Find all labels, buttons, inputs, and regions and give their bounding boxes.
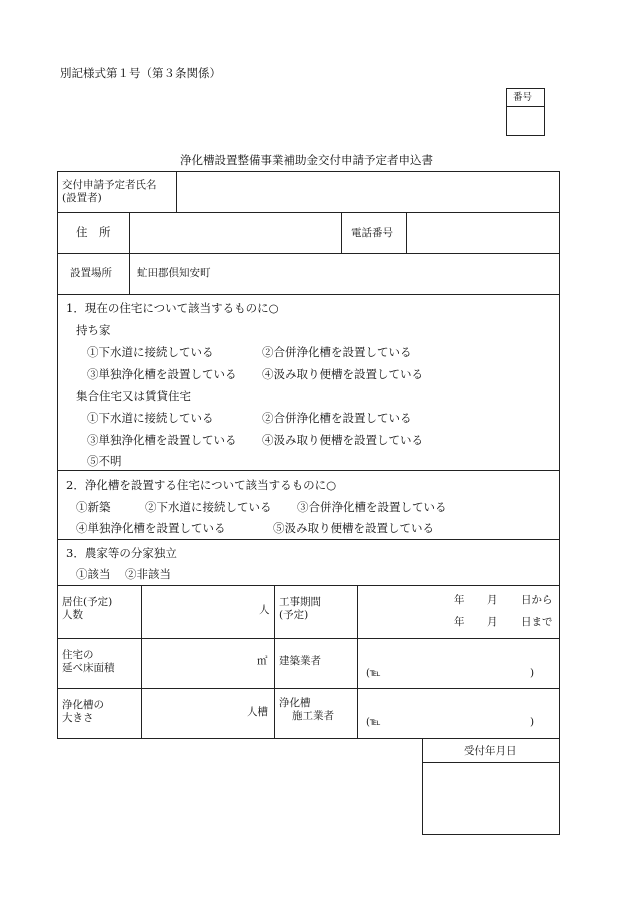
applicant-name-label: 交付申請予定者氏名 (設置者) — [62, 179, 157, 205]
rental-option-1[interactable]: ①下水道に接続している — [87, 411, 214, 425]
rental-option-4[interactable]: ④汲み取り便槽を設置している — [262, 433, 423, 447]
own-option-2[interactable]: ②合併浄化槽を設置している — [262, 345, 412, 359]
own-option-4[interactable]: ④汲み取り便槽を設置している — [262, 367, 423, 381]
form-reference: 別記様式第１号（第３条関係） — [60, 66, 221, 80]
builder-tel-close: ) — [530, 667, 535, 679]
section3-heading: 3．農家等の分家独立 — [66, 546, 177, 560]
phone-label: 電話番号 — [351, 227, 393, 239]
installer-field[interactable] — [358, 689, 559, 738]
builder-field[interactable] — [358, 639, 559, 688]
floor-area-field[interactable] — [142, 639, 274, 688]
floor-area-label: 住宅の 延べ床面積 — [62, 649, 115, 675]
builder-tel-open: (℡ — [366, 668, 381, 679]
builder-label: 建築業者 — [279, 655, 321, 667]
installer-tel-close: ) — [530, 716, 535, 728]
number-label: 番号 — [513, 92, 533, 103]
section2-heading: 2．浄化槽を設置する住宅について該当するものに○ — [66, 478, 337, 492]
rental-option-5[interactable]: ⑤不明 — [87, 454, 122, 468]
section2-option-4[interactable]: ④単独浄化槽を設置している — [76, 521, 226, 535]
section2-option-1[interactable]: ①新築 — [76, 500, 111, 514]
construction-period-field[interactable] — [358, 586, 559, 638]
start-day-label: 日から — [521, 594, 553, 606]
receipt-date-label: 受付年月日 — [464, 745, 517, 757]
section2-option-5[interactable]: ⑤汲み取り便槽を設置している — [273, 521, 434, 535]
own-house-label: 持ち家 — [76, 323, 111, 337]
residents-label: 居住(予定) 人数 — [62, 596, 113, 622]
address-field[interactable] — [130, 213, 341, 253]
floor-area-unit: ㎡ — [257, 655, 268, 667]
end-year-label: 年 — [454, 616, 465, 628]
form-title: 浄化槽設置整備事業補助金交付申請予定者申込書 — [180, 153, 433, 167]
phone-field[interactable] — [407, 213, 559, 253]
rental-label: 集合住宅又は賃貸住宅 — [76, 389, 191, 403]
site-label: 設置場所 — [70, 267, 112, 279]
end-day-label: 日まで — [521, 616, 553, 628]
start-month-label: 月 — [487, 594, 498, 606]
applicant-name-field[interactable] — [177, 172, 559, 212]
site-value[interactable]: 虻田郡倶知安町 — [137, 267, 211, 279]
address-label: 住 所 — [76, 225, 111, 239]
residents-unit: 人 — [259, 604, 270, 616]
rental-option-3[interactable]: ③単独浄化槽を設置している — [87, 433, 237, 447]
section3-option-2[interactable]: ②非該当 — [125, 567, 171, 581]
section1-heading: 1．現在の住宅について該当するものに○ — [66, 301, 279, 315]
tank-size-label: 浄化槽の 大きさ — [62, 699, 104, 725]
rental-option-2[interactable]: ②合併浄化槽を設置している — [262, 411, 412, 425]
own-option-1[interactable]: ①下水道に接続している — [87, 345, 214, 359]
end-month-label: 月 — [487, 616, 498, 628]
installer-tel-open: (℡ — [366, 717, 381, 728]
tank-size-unit: 人槽 — [247, 706, 268, 718]
residents-field[interactable] — [142, 586, 274, 638]
installer-label: 浄化槽 施工業者 — [279, 697, 334, 723]
own-option-3[interactable]: ③単独浄化槽を設置している — [87, 367, 237, 381]
start-year-label: 年 — [454, 594, 465, 606]
section3-option-1[interactable]: ①該当 — [76, 567, 111, 581]
section2-option-2[interactable]: ②下水道に接続している — [145, 500, 272, 514]
construction-period-label: 工事期間 (予定) — [279, 596, 321, 622]
section2-option-3[interactable]: ③合併浄化槽を設置している — [297, 500, 447, 514]
